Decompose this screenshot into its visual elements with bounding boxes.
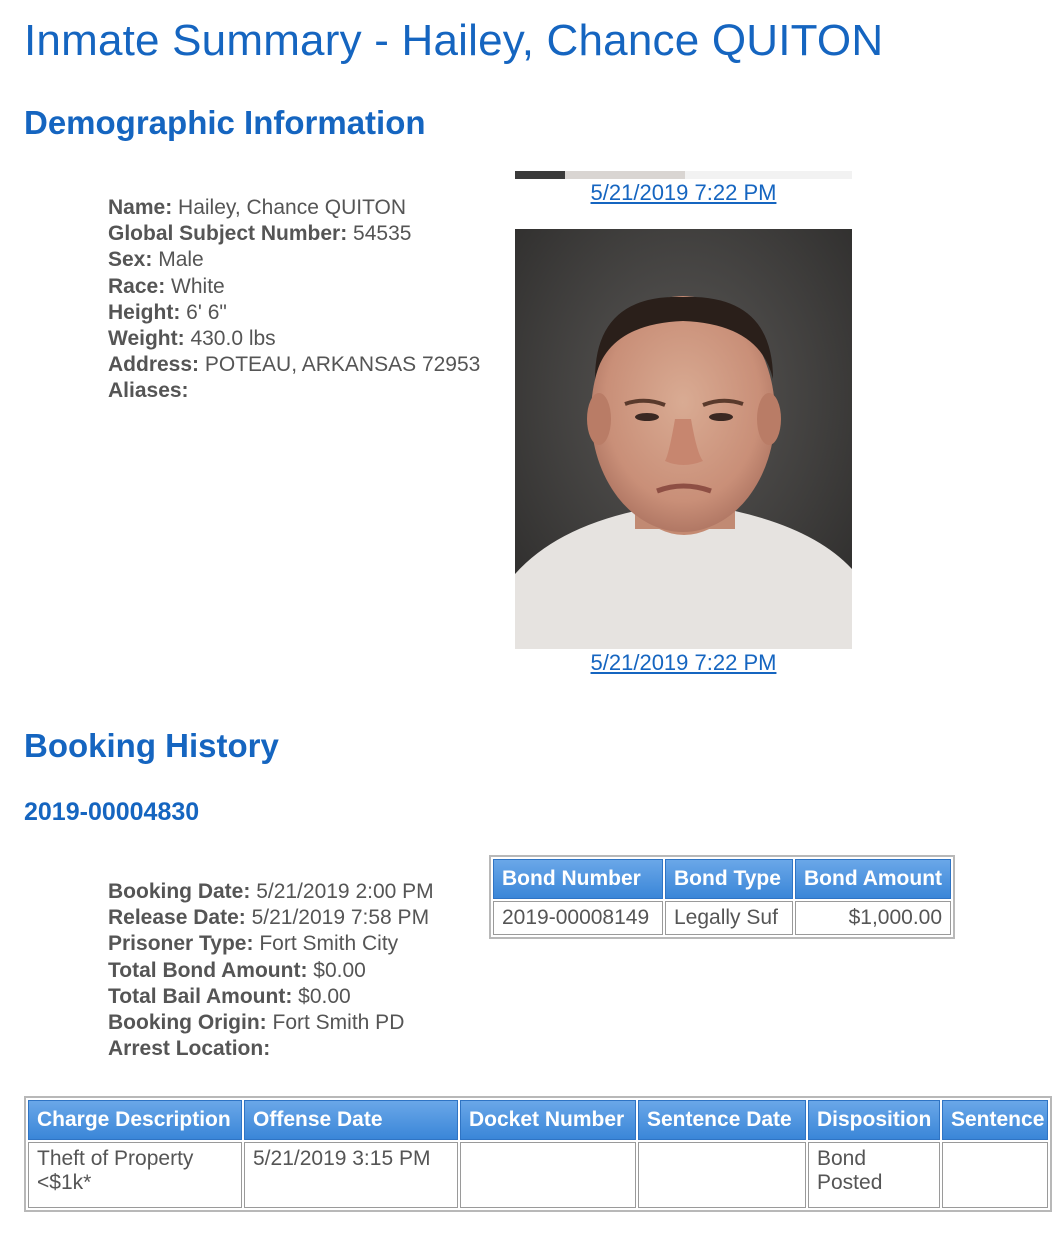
field-booking-date: Booking Date: 5/21/2019 2:00 PM (108, 880, 434, 903)
charges-table-wrapper (24, 1096, 1045, 1212)
bond-number-cell: 2019-00008149 (493, 901, 663, 935)
bond-header-bond-amount[interactable]: Bond Amount (795, 859, 951, 899)
field-name: Name: Hailey, Chance QUITON (108, 196, 407, 219)
field-race: Race: White (108, 274, 225, 298)
booking-fields (108, 879, 434, 1062)
docket-number-cell (460, 1142, 636, 1208)
disposition-cell: Bond Posted (808, 1142, 940, 1208)
mugshot-photo[interactable] (515, 229, 852, 649)
offense-date-cell: 5/21/2019 3:15 PM (244, 1142, 458, 1208)
photo-thumbnail-partial[interactable] (515, 171, 852, 179)
field-prisoner-type: Prisoner Type: Fort Smith City (108, 932, 399, 956)
field-sex: Sex: Male (108, 248, 204, 272)
bond-header-bond-number[interactable]: Bond Number (493, 859, 663, 899)
charges-header-offense-date[interactable]: Offense Date (244, 1100, 458, 1140)
field-total-bail-amount: Total Bail Amount: $0.00 (108, 984, 351, 1008)
field-height: Height: 6' 6" (108, 300, 227, 324)
table-row (28, 1142, 1048, 1208)
mugshot-timestamp-link[interactable]: 5/21/2019 7:22 PM (590, 650, 777, 675)
bond-table-wrapper (489, 855, 955, 939)
booking-history-heading: Booking History (24, 727, 279, 764)
sentence-date-cell (638, 1142, 806, 1208)
bond-header-bond-type[interactable]: Bond Type (665, 859, 793, 899)
demographics-fields (108, 195, 480, 405)
charges-header-docket-number[interactable]: Docket Number (460, 1100, 636, 1140)
field-subject-number: Global Subject Number: 54535 (108, 222, 412, 246)
charge-description-cell: Theft of Property <$1k* (28, 1142, 242, 1208)
sentence-cell (942, 1142, 1048, 1208)
field-aliases: Aliases: (108, 379, 189, 403)
field-arrest-location: Arrest Location: (108, 1037, 271, 1061)
field-weight: Weight: 430.0 lbs (108, 327, 276, 351)
bond-table-header-row (493, 859, 951, 899)
field-booking-origin: Booking Origin: Fort Smith PD (108, 1011, 405, 1035)
charges-header-charge-description[interactable]: Charge Description (28, 1100, 242, 1140)
charges-table (24, 1096, 1052, 1212)
charges-header-disposition[interactable]: Disposition (808, 1100, 940, 1140)
bond-table (489, 855, 955, 939)
field-release-date: Release Date: 5/21/2019 7:58 PM (108, 906, 430, 930)
charges-table-header-row (28, 1100, 1048, 1140)
field-total-bond-amount: Total Bond Amount: $0.00 (108, 958, 366, 982)
bond-amount-cell: $1,000.00 (795, 901, 951, 935)
charges-header-sentence[interactable]: Sentence (942, 1100, 1048, 1140)
table-row (493, 901, 951, 935)
field-address: Address: POTEAU, ARKANSAS 72953 (108, 353, 481, 377)
booking-number: 2019-00004830 (24, 798, 200, 826)
bond-type-cell: Legally Suf (665, 901, 793, 935)
charges-header-sentence-date[interactable]: Sentence Date (638, 1100, 806, 1140)
photo-timestamp-link[interactable]: 5/21/2019 7:22 PM (590, 180, 777, 205)
page-title: Inmate Summary - Hailey, Chance QUITON (24, 16, 884, 65)
demographics-heading: Demographic Information (24, 104, 426, 141)
